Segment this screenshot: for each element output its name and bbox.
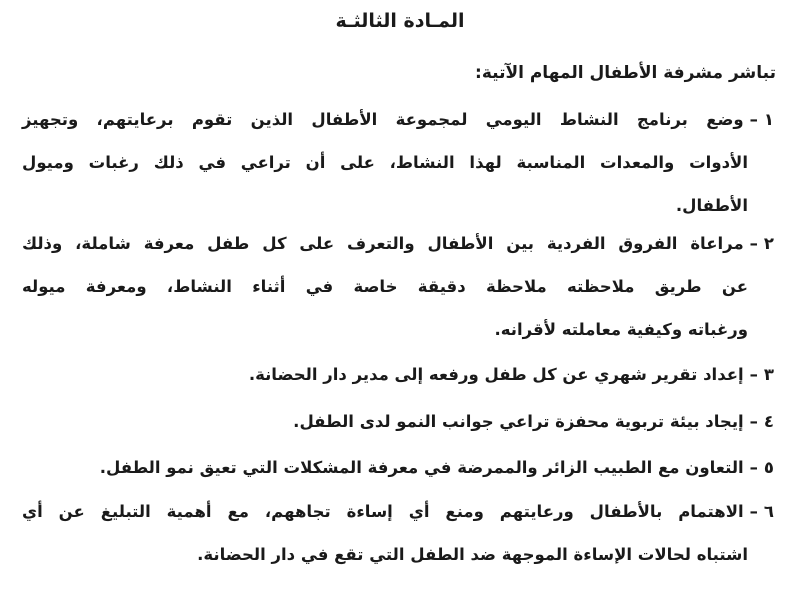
item-2-line-3: ورغباته وكيفية معاملته لأقرانه. <box>494 320 748 339</box>
list-item-4 <box>22 400 774 443</box>
item-3-line-1 <box>22 353 774 396</box>
item-number: ١ <box>763 110 774 129</box>
list-item-3 <box>22 353 774 396</box>
item-dash: – <box>749 458 758 477</box>
list-item-6 <box>22 490 774 576</box>
item-6-line-2: اشتباه لحالات الإساءة الموجهة ضد الطفل التي تقع في دار الحضانة. <box>197 545 748 564</box>
intro-paragraph: تباشر مشرفة الأطفال المهام الآتية: <box>475 63 776 83</box>
item-4-line-1 <box>22 400 774 443</box>
item-number: ٢ <box>763 234 774 253</box>
item-dash: – <box>749 234 758 253</box>
list-item-5 <box>22 446 774 489</box>
item-text: إيجاد بيئة تربوية محفزة تراعي جوانب النمو لدى الطفل. <box>293 412 744 431</box>
list-item-1 <box>22 98 774 227</box>
item-2-line-2: عن طريق ملاحظته ملاحظة دقيقة خاصة في أثناء النشاط، ومعرفة ميوله <box>22 277 748 296</box>
item-5-line-1 <box>22 446 774 489</box>
item-number: ٥ <box>763 458 774 477</box>
article-title: المـادة الثالثـة <box>335 10 465 32</box>
item-dash: – <box>749 365 758 384</box>
item-dash: – <box>749 110 758 129</box>
item-text: التعاون مع الطبيب الزائر والممرضة في معرفة المشكلات التي تعيق نمو الطفل. <box>99 458 744 477</box>
item-number: ٣ <box>763 365 774 384</box>
item-number: ٤ <box>763 412 774 431</box>
item-2-line-1 <box>22 222 774 265</box>
item-text: الاهتمام بالأطفال ورعايتهم ومنع أي إساءة تجاههم، مع أهمية التبليغ عن أي <box>22 502 744 521</box>
list-item-2 <box>22 222 774 351</box>
item-1-line-3: الأطفال. <box>675 196 748 215</box>
item-text: مراعاة الفروق الفردية بين الأطفال والتعرف على كل طفل معرفة شاملة، وذلك <box>22 234 744 253</box>
item-dash: – <box>749 412 758 431</box>
item-1-line-1 <box>22 98 774 141</box>
item-1-line-2: الأدوات والمعدات المناسبة لهذا النشاط، على أن تراعي في ذلك رغبات وميول <box>22 153 748 172</box>
item-number: ٦ <box>763 502 774 521</box>
item-text: إعداد تقرير شهري عن كل طفل ورفعه إلى مدير دار الحضانة. <box>248 365 744 384</box>
item-dash: – <box>749 502 758 521</box>
item-6-line-1 <box>22 490 774 533</box>
item-text: وضع برنامج النشاط اليومي لمجموعة الأطفال الذين تقوم برعايتهم، وتجهيز <box>22 110 744 129</box>
